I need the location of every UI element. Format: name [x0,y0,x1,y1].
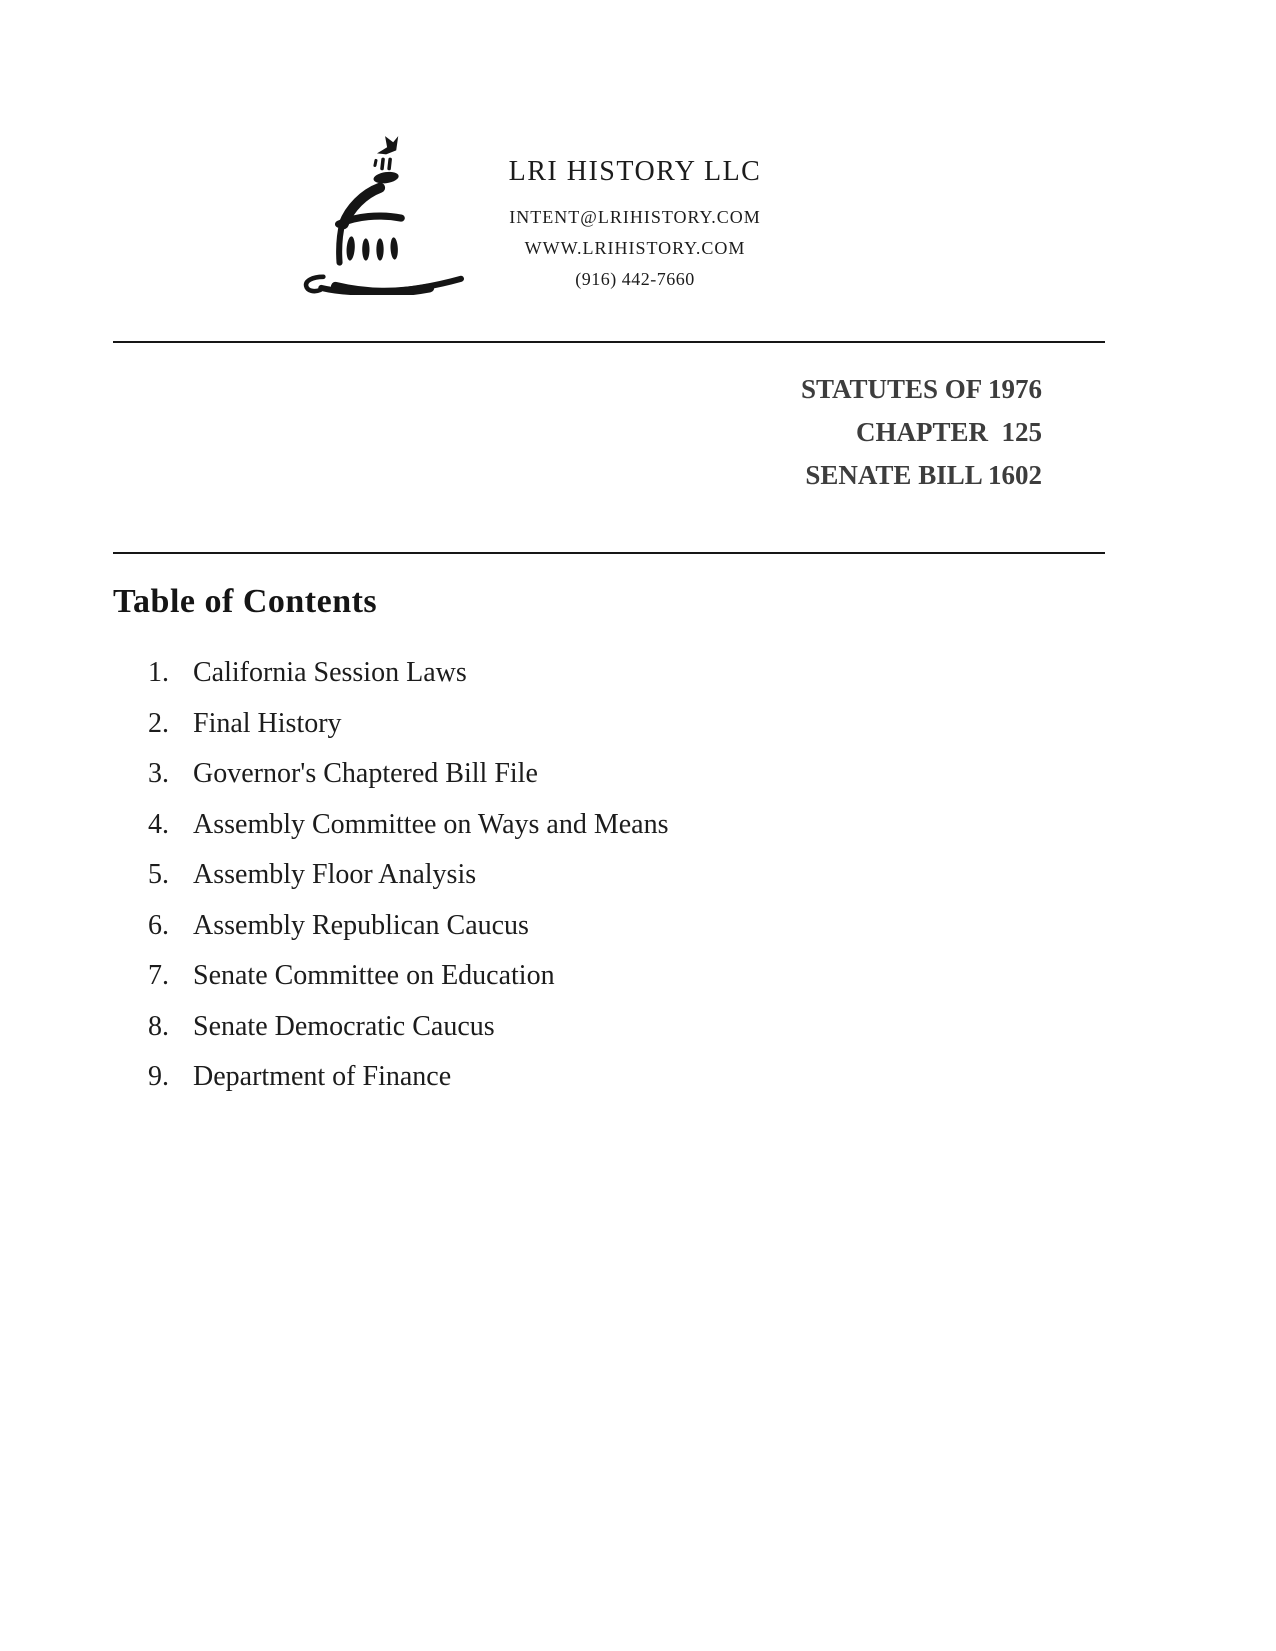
toc-item-label: Assembly Committee on Ways and Means [193,808,669,840]
toc-item-number: 9. [148,1061,169,1093]
toc-item [148,800,669,851]
company-name: LRI HISTORY LLC [508,156,762,187]
toc-item-label: Assembly Republican Caucus [193,909,529,941]
toc-item [148,1002,669,1053]
letterhead [450,152,820,295]
capitol-dome-logo-icon [293,123,465,295]
toc-item-number: 3. [148,758,169,790]
toc-item-number: 4. [148,808,169,840]
toc-item-number: 7. [148,960,169,992]
toc-item-number: 6. [148,909,169,941]
toc-item [148,749,669,800]
toc-item-label: Final History [193,707,342,739]
company-email: INTENT@LRIHISTORY.COM [509,207,761,227]
toc-item [148,648,669,699]
bill-reference-block [801,368,1042,497]
senate-bill-line: SENATE BILL 1602 [805,460,1042,490]
divider-bottom [113,552,1105,554]
company-phone: (916) 442-7660 [575,269,695,289]
toc-item [148,699,669,750]
toc-item-label: Governor's Chaptered Bill File [193,758,538,790]
toc-item [148,901,669,952]
toc-item-label: Senate Committee on Education [193,960,555,992]
toc-item-label: Assembly Floor Analysis [193,859,477,891]
toc-item-number: 5. [148,859,169,891]
toc-item-label: Department of Finance [193,1061,452,1093]
toc-item-label: California Session Laws [193,657,467,689]
toc-item [148,850,669,901]
toc-item-number: 8. [148,1010,169,1042]
divider-top [113,341,1105,343]
toc-item-label: Senate Democratic Caucus [193,1010,495,1042]
toc-item [148,951,669,1002]
statutes-line: STATUTES OF 1976 [800,374,1042,404]
toc-list [148,648,669,1103]
toc-item-number: 2. [148,707,169,739]
company-website: WWW.LRIHISTORY.COM [524,238,746,258]
toc-item-number: 1. [148,657,169,689]
chapter-line: CHAPTER 125 [855,417,1042,447]
toc-item [148,1052,669,1103]
toc-title: Table of Contents [113,583,378,620]
